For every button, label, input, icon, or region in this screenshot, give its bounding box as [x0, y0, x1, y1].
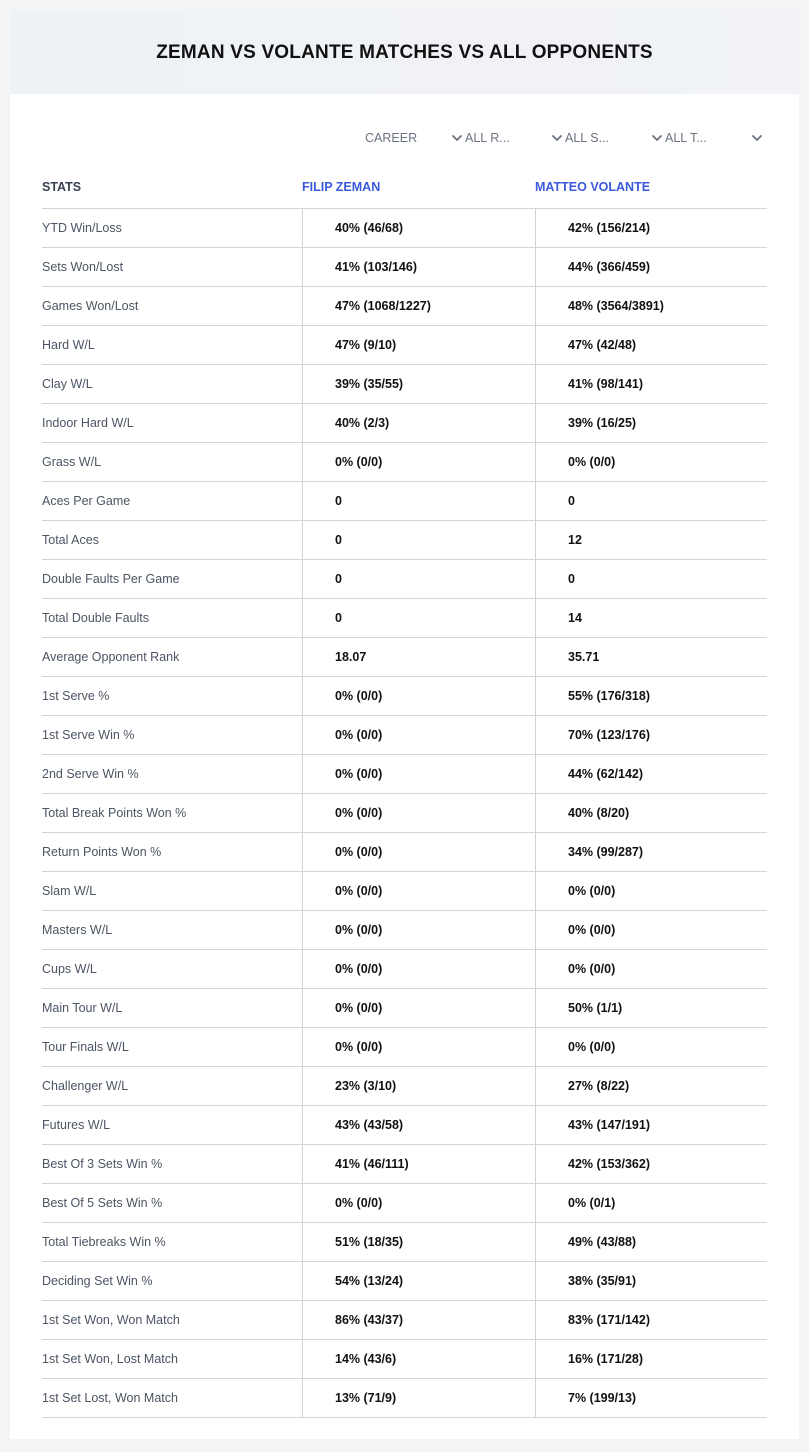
table-row	[42, 521, 767, 560]
filter-bar	[365, 127, 765, 149]
stat-label: 2nd Serve Win %	[42, 767, 139, 781]
table-row	[42, 443, 767, 482]
table-row	[42, 1262, 767, 1301]
table-row	[42, 404, 767, 443]
stat-label: YTD Win/Loss	[42, 221, 122, 235]
stat-label: Total Double Faults	[42, 611, 150, 625]
player2-value: 0% (0/0)	[535, 1028, 767, 1066]
player2-value: 83% (171/142)	[535, 1301, 767, 1339]
table-header	[42, 165, 767, 209]
stat-label: Indoor Hard W/L	[42, 416, 134, 430]
player2-value: 16% (171/28)	[535, 1340, 767, 1378]
player1-value: 43% (43/58)	[302, 1106, 535, 1144]
player2-value: 44% (62/142)	[535, 755, 767, 793]
stat-label: Sets Won/Lost	[42, 260, 124, 274]
stat-label: Best Of 5 Sets Win %	[42, 1196, 163, 1210]
stat-label: Main Tour W/L	[42, 1001, 123, 1015]
player1-value: 0	[302, 521, 535, 559]
player2-value: 39% (16/25)	[535, 404, 767, 442]
table-row	[42, 482, 767, 521]
player2-value: 48% (3564/3891)	[535, 287, 767, 325]
player1-value: 0% (0/0)	[302, 911, 535, 949]
player2-value: 27% (8/22)	[535, 1067, 767, 1105]
player1-value: 40% (2/3)	[302, 404, 535, 442]
player1-value: 18.07	[302, 638, 535, 676]
player2-value: 34% (99/287)	[535, 833, 767, 871]
player2-value: 7% (199/13)	[535, 1379, 767, 1417]
table-row	[42, 365, 767, 404]
player1-value: 14% (43/6)	[302, 1340, 535, 1378]
column-header-stats: STATS	[42, 179, 82, 194]
player1-value: 47% (9/10)	[302, 326, 535, 364]
stat-label: Cups W/L	[42, 962, 97, 976]
player2-value: 43% (147/191)	[535, 1106, 767, 1144]
chevron-down-icon	[551, 132, 563, 144]
stat-label: Slam W/L	[42, 884, 97, 898]
player2-value: 70% (123/176)	[535, 716, 767, 754]
player1-value: 13% (71/9)	[302, 1379, 535, 1417]
player2-value: 0% (0/0)	[535, 872, 767, 910]
player2-value: 41% (98/141)	[535, 365, 767, 403]
table-row	[42, 326, 767, 365]
filter-label: ALL S...	[565, 131, 610, 145]
stat-label: Deciding Set Win %	[42, 1274, 153, 1288]
player2-value: 0% (0/0)	[535, 443, 767, 481]
card-header	[10, 10, 799, 94]
stat-label: Tour Finals W/L	[42, 1040, 129, 1054]
player1-value: 0% (0/0)	[302, 1028, 535, 1066]
stats-card	[10, 10, 799, 1439]
player1-value: 0	[302, 560, 535, 598]
filter-surface-dropdown[interactable]	[565, 127, 665, 149]
player1-value: 0% (0/0)	[302, 1184, 535, 1222]
stat-label: Total Tiebreaks Win %	[42, 1235, 166, 1249]
player2-value: 0% (0/0)	[535, 911, 767, 949]
stat-label: Grass W/L	[42, 455, 102, 469]
stat-label: Total Aces	[42, 533, 99, 547]
player1-value: 0% (0/0)	[302, 950, 535, 988]
player2-value: 50% (1/1)	[535, 989, 767, 1027]
player1-value: 0	[302, 599, 535, 637]
chevron-down-icon	[751, 132, 763, 144]
stat-label: 1st Set Won, Won Match	[42, 1313, 180, 1327]
table-row	[42, 872, 767, 911]
player1-value: 47% (1068/1227)	[302, 287, 535, 325]
table-row	[42, 794, 767, 833]
table-row	[42, 1340, 767, 1379]
player2-value: 35.71	[535, 638, 767, 676]
filter-period-dropdown[interactable]	[365, 127, 465, 149]
player1-value: 41% (103/146)	[302, 248, 535, 286]
player2-value: 47% (42/48)	[535, 326, 767, 364]
player1-value: 41% (46/111)	[302, 1145, 535, 1183]
filter-label: ALL T...	[665, 131, 707, 145]
player1-value: 0	[302, 482, 535, 520]
player1-value: 0% (0/0)	[302, 716, 535, 754]
stat-label: Average Opponent Rank	[42, 650, 180, 664]
player1-value: 51% (18/35)	[302, 1223, 535, 1261]
player2-value: 0% (0/1)	[535, 1184, 767, 1222]
stat-label: Clay W/L	[42, 377, 93, 391]
stat-label: Return Points Won %	[42, 845, 162, 859]
table-row	[42, 1028, 767, 1067]
stat-label: Challenger W/L	[42, 1079, 129, 1093]
table-row	[42, 638, 767, 677]
column-header-player2[interactable]: MATTEO VOLANTE	[535, 179, 651, 194]
filter-round-dropdown[interactable]	[465, 127, 565, 149]
table-row	[42, 599, 767, 638]
player2-value: 0	[535, 482, 767, 520]
stat-label: 1st Serve %	[42, 689, 110, 703]
stat-label: Masters W/L	[42, 923, 113, 937]
stats-table	[42, 165, 767, 1418]
table-row	[42, 1106, 767, 1145]
filter-label: CAREER	[365, 131, 418, 145]
player1-value: 86% (43/37)	[302, 1301, 535, 1339]
player1-value: 0% (0/0)	[302, 677, 535, 715]
player1-value: 54% (13/24)	[302, 1262, 535, 1300]
player2-value: 14	[535, 599, 767, 637]
player1-value: 0% (0/0)	[302, 833, 535, 871]
table-row	[42, 950, 767, 989]
player2-value: 42% (153/362)	[535, 1145, 767, 1183]
table-row	[42, 1379, 767, 1418]
stat-label: Total Break Points Won %	[42, 806, 187, 820]
column-header-player1[interactable]: FILIP ZEMAN	[302, 179, 381, 194]
stat-label: Futures W/L	[42, 1118, 111, 1132]
player2-value: 49% (43/88)	[535, 1223, 767, 1261]
player2-value: 55% (176/318)	[535, 677, 767, 715]
table-row	[42, 677, 767, 716]
table-row	[42, 287, 767, 326]
player1-value: 40% (46/68)	[302, 209, 535, 247]
player1-value: 0% (0/0)	[302, 989, 535, 1027]
filter-label: ALL R...	[465, 131, 510, 145]
table-row	[42, 1301, 767, 1340]
player2-value: 42% (156/214)	[535, 209, 767, 247]
table-body	[42, 209, 767, 1418]
table-row	[42, 755, 767, 794]
player2-value: 44% (366/459)	[535, 248, 767, 286]
stat-label: 1st Set Won, Lost Match	[42, 1352, 178, 1366]
table-row	[42, 1223, 767, 1262]
player2-value: 0% (0/0)	[535, 950, 767, 988]
table-row	[42, 209, 767, 248]
filter-tournament-dropdown[interactable]	[665, 127, 765, 149]
stat-label: Games Won/Lost	[42, 299, 139, 313]
table-row	[42, 833, 767, 872]
player2-value: 40% (8/20)	[535, 794, 767, 832]
player1-value: 23% (3/10)	[302, 1067, 535, 1105]
stat-label: Aces Per Game	[42, 494, 131, 508]
page-title: ZEMAN VS VOLANTE MATCHES VS ALL OPPONENTS	[156, 42, 653, 63]
stat-label: Hard W/L	[42, 338, 95, 352]
table-row	[42, 248, 767, 287]
table-row	[42, 911, 767, 950]
player2-value: 12	[535, 521, 767, 559]
player2-value: 38% (35/91)	[535, 1262, 767, 1300]
table-row	[42, 716, 767, 755]
table-row	[42, 1184, 767, 1223]
table-row	[42, 1067, 767, 1106]
stat-label: Double Faults Per Game	[42, 572, 180, 586]
chevron-down-icon	[451, 132, 463, 144]
player1-value: 0% (0/0)	[302, 443, 535, 481]
player1-value: 39% (35/55)	[302, 365, 535, 403]
chevron-down-icon	[651, 132, 663, 144]
player1-value: 0% (0/0)	[302, 794, 535, 832]
stat-label: 1st Serve Win %	[42, 728, 135, 742]
player1-value: 0% (0/0)	[302, 872, 535, 910]
stat-label: Best Of 3 Sets Win %	[42, 1157, 163, 1171]
table-row	[42, 1145, 767, 1184]
player2-value: 0	[535, 560, 767, 598]
table-row	[42, 989, 767, 1028]
stat-label: 1st Set Lost, Won Match	[42, 1391, 178, 1405]
player1-value: 0% (0/0)	[302, 755, 535, 793]
table-row	[42, 560, 767, 599]
